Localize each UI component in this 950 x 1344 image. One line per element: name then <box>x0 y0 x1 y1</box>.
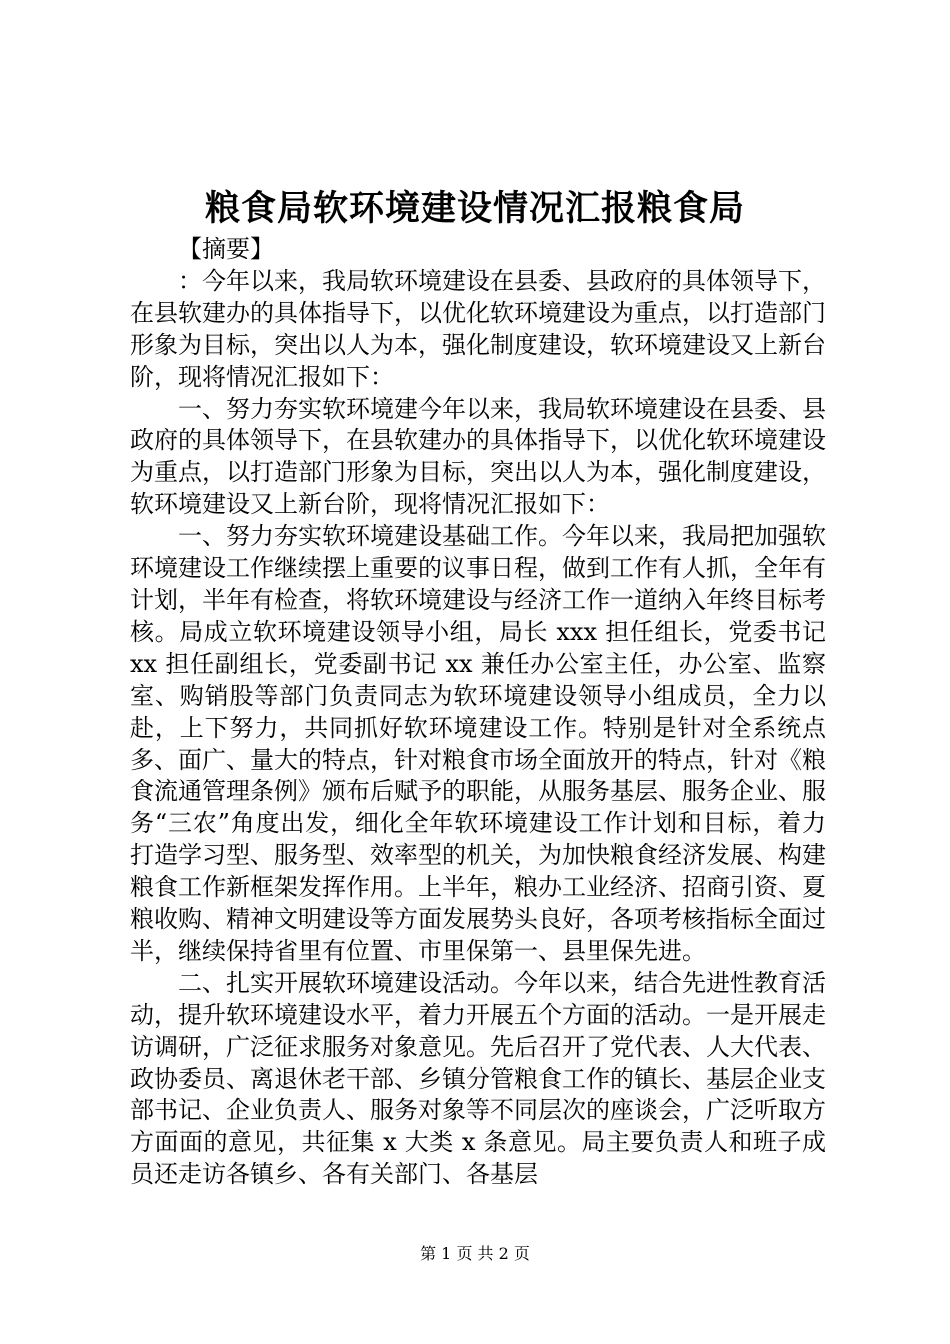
abstract-label: 【摘要】 <box>178 235 274 263</box>
paragraph-1-summary: 一、努力夯实软环境建今年以来，我局软环境建设在县委、县政府的具体领导下，在县软建办的具体指导下，以优化软环境建设为重点，以打造部门形象为目标，突出以人为本，强化制度建设，软环境建设又上新台阶，现将情况汇报如下： <box>130 394 826 519</box>
paragraph-1-detail: 一、努力夯实软环境建设基础工作。今年以来，我局把加强软环境建设工作继续摆上重要的议事日程，做到工作有人抓，全年有计划，半年有检查，将软环境建设与经济工作一道纳入年终目标考核。局成立软环境建设领导小组，局长 xxx 担任组长，党委书记 xx 担任副组长，党委副书记 xx 兼任办公室主任，办公室、监察室、购销股等部门负责同志为软环境建设领导小组成员，全力以赴，上下努力，共同抓好软环境建设工作。特别是针对全系统点多、面广、量大的特点，针对粮食市场全面放开的特点，针对《粮食流通管理条例》颁布后赋予的职能，从服务基层、服务企业、服务“三农”角度出发，细化全年软环境建设工作计划和目标，着力打造学习型、服务型、效率型的机关，为加快粮食经济发展、构建粮食工作新框架发挥作用。上半年，粮办工业经济、招商引资、夏粮收购、精神文明建设等方面发展势头良好，各项考核指标全面过半，继续保持省里有位置、市里保第一、县里保先进。 <box>130 522 826 965</box>
document-body <box>130 234 826 1191</box>
page-number-footer: 第 1 页 共 2 页 <box>420 1244 530 1263</box>
paragraph-2: 二、扎实开展软环境建设活动。今年以来，结合先进性教育活动，提升软环境建设水平，着力开展五个方面的活动。一是开展走访调研，广泛征求服务对象意见。先后召开了党代表、人大代表、政协委员、离退休老干部、乡镇分管粮食工作的镇长、基层企业支部书记、企业负责人、服务对象等不同层次的座谈会，广泛听取方方面面的意见，共征集 x 大类 x 条意见。局主要负责人和班子成员还走访各镇乡、各有关部门、各基层 <box>130 968 826 1189</box>
paragraph-intro: ：今年以来，我局软环境建设在县委、县政府的具体领导下，在县软建办的具体指导下，以优化软环境建设为重点，以打造部门形象为目标，突出以人为本，强化制度建设，软环境建设又上新台阶，现将情况汇报如下： <box>130 266 826 391</box>
document-title: 粮食局软环境建设情况汇报粮食局 <box>204 188 745 229</box>
